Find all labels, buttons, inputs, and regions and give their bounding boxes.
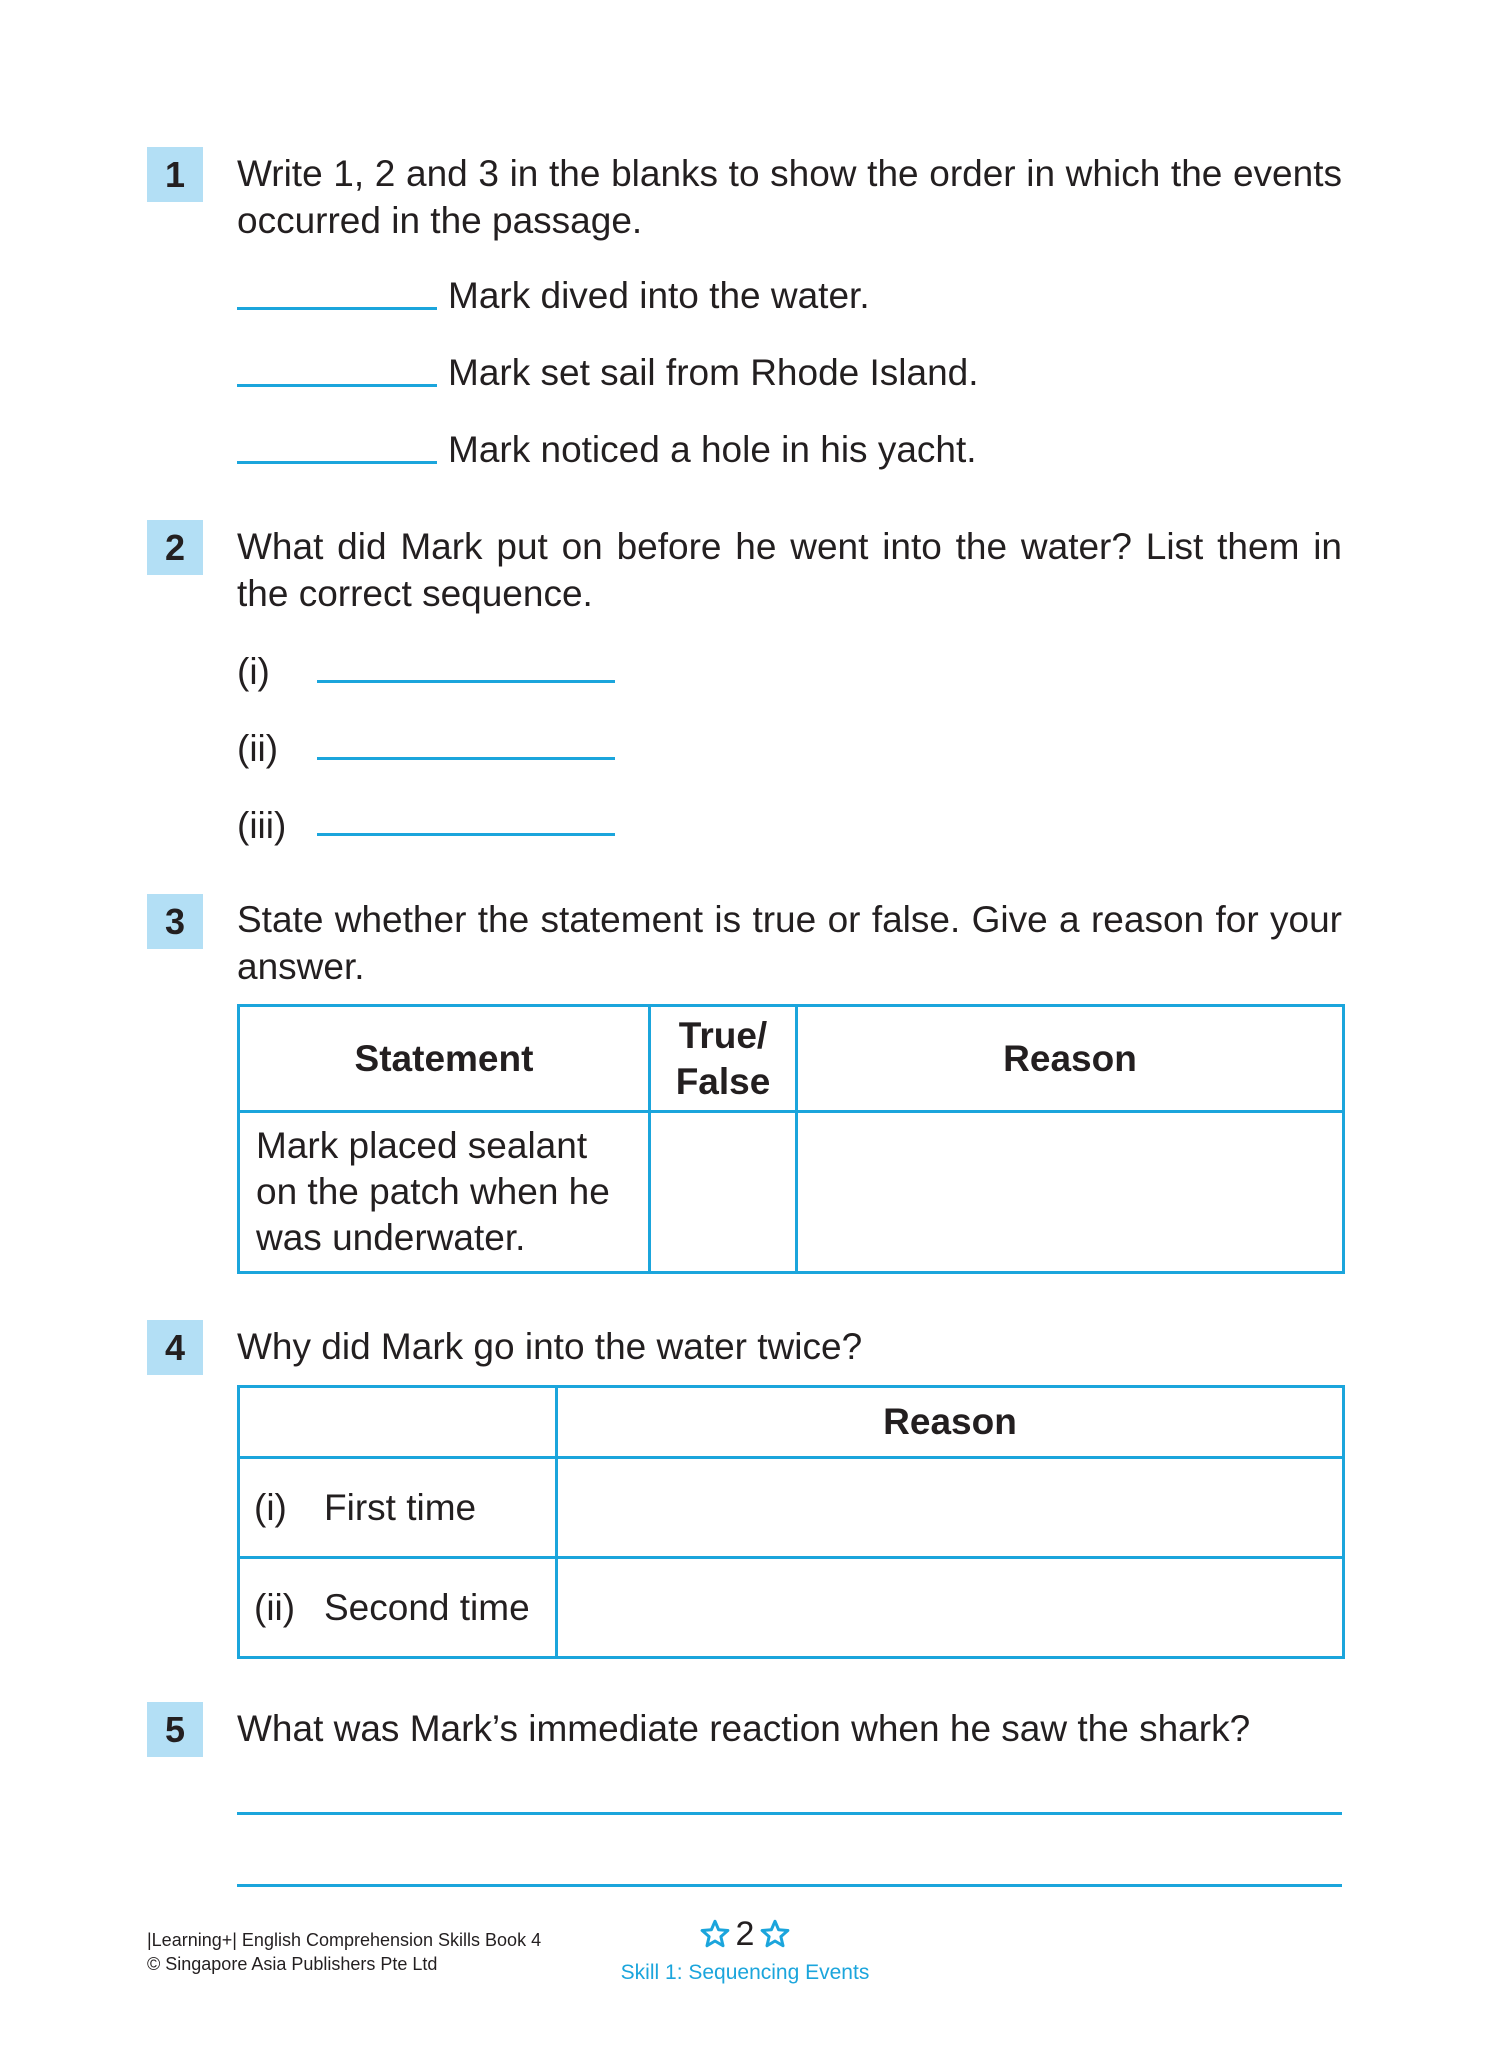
question-3-text: State whether the statement is true or false. Give a reason for your answer. (237, 899, 1342, 987)
question-1-text: Write 1, 2 and 3 in the blanks to show the order in which the events occurred in the passage. (237, 153, 1342, 241)
q2-answer-blank-2[interactable] (317, 757, 615, 760)
question-2-text: What did Mark put on before he went into the water? List them in the correct sequence. (237, 526, 1342, 614)
star-outline-icon (760, 1919, 790, 1949)
q1-event-1: Mark dived into the water. (448, 275, 870, 316)
q3-statement-cell (239, 1112, 650, 1273)
question-3-number: 3 (147, 894, 203, 949)
question-4-text: Why did Mark go into the water twice? (237, 1326, 863, 1367)
q4-row-first-time (239, 1458, 557, 1558)
question-5-number: 5 (147, 1702, 203, 1757)
q1-answer-blank-1[interactable] (237, 307, 437, 310)
q3-true-false-answer-cell[interactable] (650, 1112, 797, 1273)
q4-row-1-number: (i) (254, 1486, 287, 1528)
question-2-number: 2 (147, 520, 203, 575)
q1-answer-blank-2[interactable] (237, 384, 437, 387)
footer-skill-label: Skill 1: Sequencing Events (620, 1961, 870, 1984)
q4-first-time-reason-cell[interactable] (557, 1458, 1344, 1558)
footer-copyright: © Singapore Asia Publishers Pte Ltd (147, 1954, 438, 1974)
q4-answer-table (237, 1385, 1345, 1659)
q3-header-true-false-text: True/ False (675, 1014, 771, 1102)
q3-header-true-false (650, 1006, 797, 1112)
q2-answer-blank-1[interactable] (317, 680, 615, 683)
q4-header-empty-cell (239, 1387, 557, 1458)
q1-event-3: Mark noticed a hole in his yacht. (448, 429, 977, 470)
star-outline-icon (700, 1919, 730, 1949)
q4-row-1-label: First time (324, 1486, 477, 1528)
q4-row-2-number: (ii) (254, 1586, 296, 1628)
q2-item-label-1: (i) (237, 651, 270, 692)
question-1-number: 1 (147, 147, 203, 202)
q5-answer-line-1[interactable] (237, 1812, 1342, 1815)
q3-statement-text: Mark placed sealant on the patch when he was underwater. (256, 1125, 610, 1258)
footer-page-info (560, 1914, 930, 1986)
q1-answer-blank-3[interactable] (237, 461, 437, 464)
q4-row-2-label: Second time (324, 1586, 530, 1628)
q4-second-time-reason-cell[interactable] (557, 1558, 1344, 1658)
q4-header-reason: Reason (557, 1387, 1344, 1458)
page-number: 2 (735, 1915, 755, 1953)
q3-answer-table (237, 1004, 1345, 1274)
footer-book-title: |Learning+| English Comprehension Skills Book 4 (147, 1930, 542, 1950)
q3-header-statement: Statement (239, 1006, 650, 1112)
q4-row-second-time (239, 1558, 557, 1658)
q2-item-label-3: (iii) (237, 805, 287, 846)
question-5-text: What was Mark’s immediate reaction when he saw the shark? (237, 1708, 1251, 1749)
q1-event-2: Mark set sail from Rhode Island. (448, 352, 979, 393)
q5-answer-line-2[interactable] (237, 1884, 1342, 1887)
q3-header-reason: Reason (797, 1006, 1344, 1112)
q3-reason-answer-cell[interactable] (797, 1112, 1344, 1273)
footer-publisher-info (147, 1928, 541, 1976)
q2-answer-blank-3[interactable] (317, 833, 615, 836)
question-4-number: 4 (147, 1320, 203, 1375)
q2-item-label-2: (ii) (237, 728, 279, 769)
